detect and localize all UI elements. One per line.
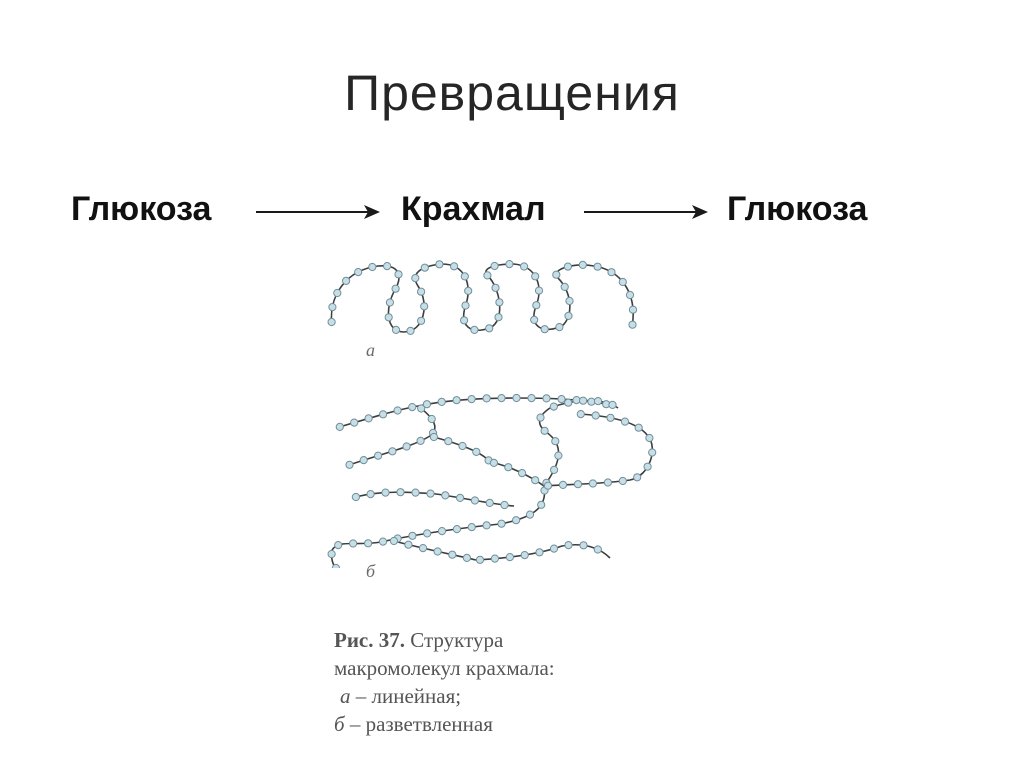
glucose-bead: [550, 403, 557, 410]
caption-item-b-letter: б: [334, 712, 345, 736]
glucose-bead: [468, 396, 475, 403]
glucose-bead: [385, 314, 392, 321]
glucose-bead: [329, 304, 336, 311]
reaction-glucose-start: Глюкоза: [71, 190, 212, 228]
figure-label-b: б: [366, 561, 376, 581]
glucose-bead: [532, 477, 539, 484]
glucose-bead: [328, 550, 335, 557]
glucose-bead: [471, 326, 478, 333]
glucose-bead: [501, 501, 508, 508]
glucose-bead: [541, 326, 548, 333]
glucose-bead: [412, 275, 419, 282]
caption-line-1: Структура: [405, 628, 504, 652]
glucose-bead: [418, 317, 425, 324]
glucose-bead: [418, 288, 425, 295]
glucose-bead: [635, 424, 642, 431]
caption-line-2: макромолекул крахмала:: [334, 656, 555, 680]
glucose-bead: [536, 549, 543, 556]
glucose-bead: [649, 449, 656, 456]
glucose-bead: [544, 482, 551, 489]
glucose-bead: [461, 317, 468, 324]
glucose-bead: [428, 415, 435, 422]
glucose-bead: [543, 395, 550, 402]
caption-item-a-text: – линейная;: [350, 684, 462, 708]
glucose-bead: [390, 537, 397, 544]
glucose-bead: [403, 443, 410, 450]
chain-segment-0: [331, 264, 633, 332]
figure-label-a: а: [366, 340, 375, 360]
glucose-bead: [580, 542, 587, 549]
glucose-bead: [565, 399, 572, 406]
glucose-bead: [565, 542, 572, 549]
glucose-bead: [483, 522, 490, 529]
glucose-bead: [558, 396, 565, 403]
glucose-bead: [343, 277, 350, 284]
glucose-bead: [438, 528, 445, 535]
glucose-bead: [360, 457, 367, 464]
glucose-bead: [526, 511, 533, 518]
glucose-bead: [453, 526, 460, 533]
glucose-bead: [332, 564, 339, 568]
glucose-bead: [491, 555, 498, 562]
glucose-bead: [559, 481, 566, 488]
glucose-bead: [496, 299, 503, 306]
glucose-bead: [386, 299, 393, 306]
glucose-bead: [375, 452, 382, 459]
glucose-bead: [505, 464, 512, 471]
glucose-bead: [561, 283, 568, 290]
glucose-bead: [473, 448, 480, 455]
glucose-bead: [424, 530, 431, 537]
glucose-bead: [634, 474, 641, 481]
glucose-bead: [350, 540, 357, 547]
glucose-bead: [594, 546, 601, 553]
starch-molecule-drawing: [300, 248, 680, 568]
glucose-bead: [365, 540, 372, 547]
glucose-bead: [392, 326, 399, 333]
glucose-bead: [389, 448, 396, 455]
glucose-bead: [418, 405, 425, 412]
glucose-bead: [453, 397, 460, 404]
glucose-bead: [461, 273, 468, 280]
glucose-bead: [550, 545, 557, 552]
glucose-bead: [486, 499, 493, 506]
caption-item-b-text: – разветвленная: [344, 712, 493, 736]
glucose-bead: [486, 325, 493, 332]
glucose-bead: [483, 395, 490, 402]
glucose-bead: [564, 263, 571, 270]
glucose-bead: [607, 414, 614, 421]
glucose-bead: [355, 269, 362, 276]
glucose-bead: [621, 418, 628, 425]
glucose-bead: [555, 452, 562, 459]
glucose-bead: [573, 397, 580, 404]
glucose-bead: [417, 437, 424, 444]
glucose-bead: [608, 269, 615, 276]
glucose-bead: [506, 554, 513, 561]
glucose-bead: [421, 264, 428, 271]
glucose-bead: [619, 477, 626, 484]
glucose-beads: [328, 261, 656, 569]
glucose-bead: [579, 261, 586, 268]
glucose-bead: [594, 263, 601, 270]
glucose-bead: [462, 302, 469, 309]
figure-caption: [334, 626, 555, 738]
glucose-bead: [490, 459, 497, 466]
glucose-bead: [592, 412, 599, 419]
glucose-bead: [409, 404, 416, 411]
glucose-bead: [589, 480, 596, 487]
glucose-bead: [484, 272, 491, 279]
glucose-bead: [430, 433, 437, 440]
glucose-bead: [551, 466, 558, 473]
glucose-bead: [644, 463, 651, 470]
glucose-bead: [532, 273, 539, 280]
glucose-bead: [491, 262, 498, 269]
glucose-bead: [498, 520, 505, 527]
glucose-bead: [528, 395, 535, 402]
glucose-bead: [392, 285, 399, 292]
glucose-bead: [438, 398, 445, 405]
glucose-bead: [365, 415, 372, 422]
glucose-bead: [619, 278, 626, 285]
glucose-bead: [369, 263, 376, 270]
reaction-starch: Крахмал: [401, 190, 546, 228]
glucose-bead: [367, 491, 374, 498]
glucose-bead: [553, 271, 560, 278]
glucose-bead: [419, 545, 426, 552]
caption-item-a-letter: а: [340, 684, 351, 708]
glucose-bead: [574, 481, 581, 488]
glucose-bead: [629, 306, 636, 313]
glucose-bead: [476, 556, 483, 563]
glucose-bead: [405, 541, 412, 548]
glucose-bead: [379, 538, 386, 545]
glucose-bead: [513, 394, 520, 401]
reaction-arrow-1: [256, 200, 382, 224]
glucose-bead: [471, 497, 478, 504]
glucose-bead: [394, 407, 401, 414]
glucose-bead: [384, 263, 391, 270]
reaction-arrow-2: [584, 200, 710, 224]
glucose-bead: [577, 411, 584, 418]
glucose-bead: [537, 414, 544, 421]
figure-number: Рис. 37.: [334, 628, 405, 652]
glucose-bead: [409, 532, 416, 539]
glucose-bead: [427, 490, 434, 497]
glucose-bead: [531, 316, 538, 323]
glucose-bead: [626, 291, 633, 298]
glucose-bead: [395, 271, 402, 278]
glucose-bead: [334, 289, 341, 296]
glucose-bead: [594, 398, 601, 405]
starch-structure-figure: [300, 248, 680, 758]
glucose-bead: [465, 287, 472, 294]
glucose-bead: [434, 548, 441, 555]
glucose-bead: [506, 261, 513, 268]
chain-segment-2: [346, 406, 435, 466]
glucose-bead: [556, 324, 563, 331]
glucose-bead: [538, 501, 545, 508]
glucose-bead: [580, 397, 587, 404]
glucose-bead: [346, 461, 353, 468]
glucose-bead: [445, 438, 452, 445]
glucose-bead: [436, 261, 443, 268]
glucose-bead: [565, 312, 572, 319]
glucose-bead: [382, 489, 389, 496]
glucose-bead: [495, 314, 502, 321]
glucose-bead: [442, 492, 449, 499]
glucose-bead: [552, 438, 559, 445]
glucose-bead: [335, 542, 342, 549]
glucose-bead: [351, 419, 358, 426]
glucose-bead: [513, 517, 520, 524]
glucose-bead: [535, 287, 542, 294]
glucose-bead: [451, 263, 458, 270]
glucose-bead: [498, 395, 505, 402]
glucose-bead: [566, 297, 573, 304]
glucose-bead: [421, 303, 428, 310]
glucose-bead: [352, 493, 359, 500]
glucose-bead: [457, 494, 464, 501]
glucose-bead: [380, 411, 387, 418]
glucose-bead: [397, 489, 404, 496]
glucose-bead: [521, 552, 528, 559]
glucose-bead: [588, 398, 595, 405]
glucose-bead: [407, 327, 414, 334]
glucose-bead: [533, 302, 540, 309]
glucose-bead: [463, 554, 470, 561]
glucose-bead: [492, 284, 499, 291]
glucose-bead: [646, 434, 653, 441]
glucose-bead: [328, 318, 335, 325]
glucose-bead: [541, 427, 548, 434]
glucose-bead: [459, 442, 466, 449]
reaction-glucose-end: Глюкоза: [727, 190, 868, 228]
glucose-bead: [609, 401, 616, 408]
glucose-bead: [468, 524, 475, 531]
glucose-bead: [629, 321, 636, 328]
glucose-bead: [604, 479, 611, 486]
glucose-bead: [412, 489, 419, 496]
slide-title: Превращения: [344, 65, 680, 121]
glucose-bead: [449, 551, 456, 558]
glucose-bead: [521, 263, 528, 270]
glucose-bead: [519, 470, 526, 477]
glucose-bead: [336, 423, 343, 430]
